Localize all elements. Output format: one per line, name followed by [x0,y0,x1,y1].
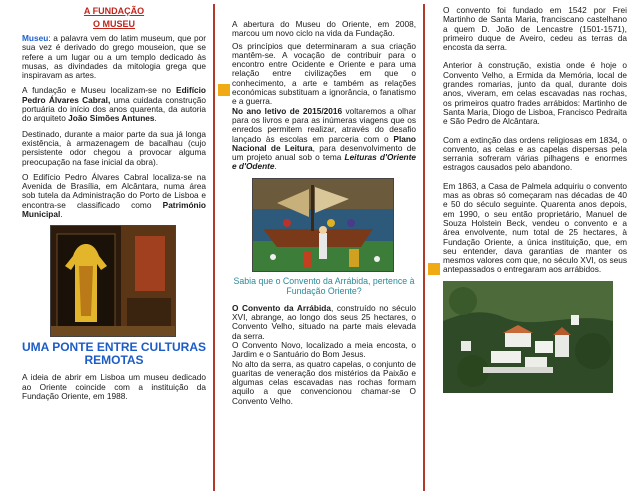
paragraph-fundacao-convento: O convento foi fundado em 1542 por Frei Martinho de Santa Maria, franciscano castelhano a quem D. João de Lencastre (1501-1571), primeiro duque de Aveiro, cedeu as terras da encosta da serra. [443,5,627,53]
column-left [22,6,206,407]
orange-marker-middle [218,84,230,96]
paragraph-bacalhau: Destinado, durante a maior parte da sua já longa existência, à armazenagem de bacalhau (cujo persistente odor chegou a provocar alguma preocupação na fase inicial da obra). [22,128,206,167]
heading-fundacao: A FUNDAÇÃO [83,6,145,16]
paragraph-convento-arrabida: O Convento da Arrábida, construído no século XVI, abrange, ao longo dos seus 25 hectares, o Convento Velho, situado na parte mais elevada da serra. [232,302,416,341]
convento-landscape-illustration [443,281,613,393]
paragraph-ano-letivo: No ano letivo de 2015/2016 voltaremos a olhar para os livros e para as inúmeras viagens que os enredos permitem realizar, através do desafio lançado às escolas em parceria com o Plano Nacional de Leitura, para desenvolvimento de um projeto anual sob o tema Leituras d'Oriente e d'Odente. [232,105,417,172]
orange-marker-right [428,263,440,275]
paragraph-museu-definition: Museu: a palavra vem do latim museum, que por sua vez é derivado do grego mouseion, que se refere a um lugar ou a um templo dedicado às musas, as divindades da mitologia grega que inspiravam as artes. [22,33,206,81]
column-divider-right [423,4,425,491]
paragraph-alto-serra: No alto da serra, as quatro capelas, o conjunto de guaritas de veneração dos mistérios da Paixão e algumas celas escavadas nas rochas formam aquilo a que convencionou chamar-se O Convento Velho. [232,358,416,406]
paragraph-convento-novo: O Convento Novo, localizado a meia encosta, o Jardim e o Santuário do Bom Jesus. [232,339,416,360]
column-middle [232,20,416,412]
heading-museu: O MUSEU [92,19,135,29]
heading-ponte-culturas: UMA PONTE ENTRE CULTURAS REMOTAS [22,340,206,368]
paragraph-localizacao: O Edifício Pedro Álvares Cabral localiza-se na Avenida de Brasília, em Alcântara, numa área sob tutela da Administração do Porto de Lisboa e encontra-se classificado como Património Municipal. [22,171,206,220]
column-divider-left [213,4,215,491]
paragraph-edificio: A fundação e Museu localizam-se no Edifício Pedro Álvares Cabral, uma cuidada construção portuária do início dos anos quarenta, da autoria do arquiteto João Simões Antunes. [22,85,206,124]
paragraph-extincao-ordens: Com a extinção das ordens religiosas em 1834, o convento, as celas e as capelas dispersas pela serrania sofreram várias pilhagens e enormes estragos causados pelo abandono. [443,134,627,173]
paragraph-casa-palmela: Em 1863, a Casa de Palmela adquiriu o convento mas as obras só começaram nas décadas de 40 e 50 do século seguinte. Quarenta anos depois, em 1990, o seu então proprietário, Manuel de Souza Holstein Beck, vendeu o convento e a área envolvente, num total de 25 hectares, à Fundação Oriente, a única instituição, que, em seu entender, dava garantias de manter os mesmos valores com que, no século XVI, os seus antepassados o entregaram aos arrábidos. [443,180,627,275]
paragraph-ideia-museu: A ideia de abrir em Lisboa um museu dedicado ao Oriente coincide com a instituição da Fundação Oriente, em 1988. [22,372,206,401]
museum-exhibit-illustration [51,226,175,336]
ship-painting-illustration [253,179,393,271]
museu-word: Museu [22,33,49,43]
paragraph-abertura: A abertura do Museu do Oriente, em 2008, marcou um novo ciclo na vida da Fundação. [232,19,416,39]
column-right [443,6,627,393]
ship-painting-photo [252,178,394,272]
museum-exhibit-photo [50,225,176,337]
convento-arrabida-photo [443,281,613,393]
paragraph-principios: Os princípios que determinaram a sua criação mantêm-se. A vocação de contribuir para o encontro entre Ocidente e Oriente e para uma relação entre civilizações em que o conhecimento, a arte e também as relações económicas substituam a ignorância, o fanatismo e a guerra. [232,40,416,107]
question-convento-arrabida: Sabia que o Convento da Arrábida, pertence à Fundação Oriente? [233,275,415,296]
paragraph-ermida-memoria: Anterior à construção, existia onde é hoje o Convento Velho, a Ermida da Memória, local de grandes romarias, junto da qual, durante dois anos, viveram, em celas escavadas nas rochas, os primeiros quatro frades arrábidos: Martinho de Santa Maria, Diogo de Lisboa, Francisco Pedraita e São Pedro de Alcântara. [443,60,627,127]
